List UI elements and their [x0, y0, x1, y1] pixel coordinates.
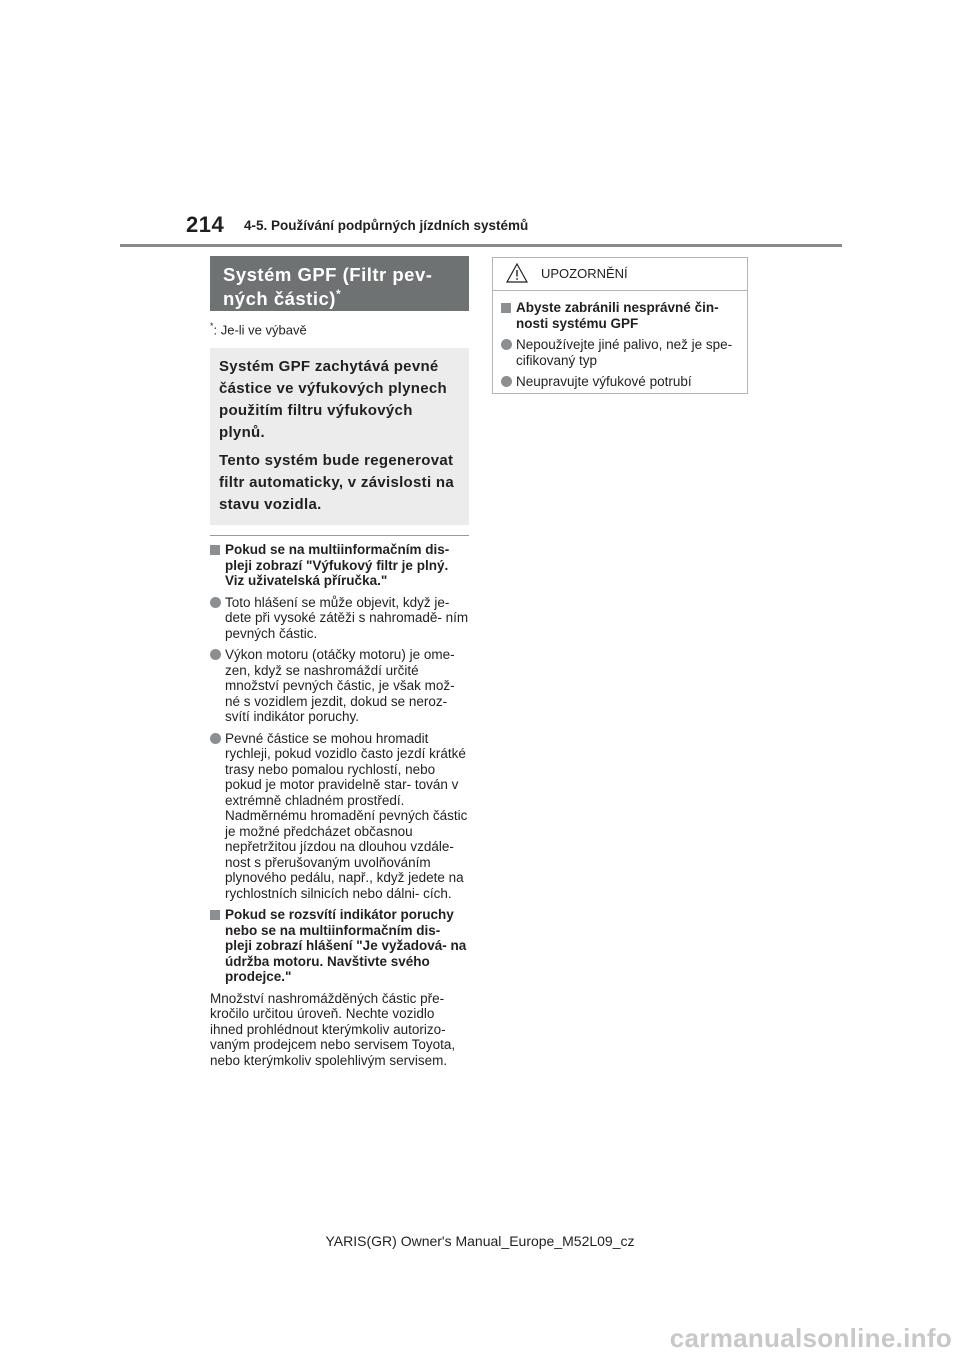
subheading	[210, 542, 469, 589]
footnote-mark: *	[210, 321, 214, 331]
header-rule	[120, 244, 842, 247]
dot-bullet-icon	[501, 339, 512, 350]
lead-paragraph: Systém GPF zachytává pevné částice ve výfukových plynech použitím filtru výfukových plynů.	[219, 358, 447, 442]
list-item	[210, 595, 469, 642]
footnote	[210, 318, 469, 338]
warning-list-item-text: Neupravujte výfukové potrubí	[516, 374, 692, 389]
dot-bullet-icon	[210, 649, 221, 660]
lead-paragraph: Tento systém bude regenerovat filtr automaticky, v závislosti na stavu vozidla.	[219, 452, 454, 514]
warning-subheading	[501, 300, 739, 331]
warning-triangle-icon	[506, 263, 528, 283]
footnote-text: : Je-li ve výbavě	[213, 322, 307, 338]
dot-bullet-icon	[501, 376, 512, 387]
section-title: Systém GPF (Filtr pev- ných částic)	[223, 264, 433, 309]
warning-list-item-text: Nepoužívejte jiné palivo, než je spe- cifikovaný typ	[516, 337, 733, 368]
subheading-text: Pokud se na multiinformačním dis- pleji zobrazí "Výfukový filtr je plný. Viz uživatelská příručka."	[225, 542, 450, 589]
list-item-text: Výkon motoru (otáčky motoru) je ome- zen, když se nashromáždí určité množství pevných částic, je však mož- né s vozidlem jezdit, dokud se neroz- svítí indikátor poruchy.	[225, 647, 455, 725]
lead-box	[210, 348, 469, 525]
dot-bullet-icon	[210, 733, 221, 744]
square-bullet-icon	[210, 910, 220, 920]
list-item-text: Toto hlášení se může objevit, když je- dete při vysoké zátěži s nahromadě- ním pevných částic.	[225, 594, 469, 641]
warning-list-item	[501, 374, 739, 390]
warning-subheading-text: Abyste zabránili nesprávné čin- nosti systému GPF	[516, 300, 719, 331]
page-number: 214	[186, 212, 225, 237]
warning-header	[493, 258, 747, 291]
square-bullet-icon	[210, 545, 220, 555]
warning-list-item	[501, 337, 739, 368]
section-title-mark: *	[335, 286, 342, 301]
section-title-bar	[210, 256, 469, 311]
paragraph: Množství nashromážděných částic pře- kročilo určitou úroveň. Nechte vozidlo ihned prohlédnout kterýmkoliv autorizo- vaným prodejcem nebo servisem Toyota, nebo kterýmkoliv spolehlivým servisem.	[210, 990, 456, 1068]
running-title: 4-5. Používání podpůrných jízdních systémů	[244, 218, 529, 233]
manual-id: YARIS(GR) Owner's Manual_Europe_M52L09_cz	[325, 1233, 635, 1249]
subheading	[210, 907, 469, 985]
dot-bullet-icon	[210, 597, 221, 608]
separator-rule	[210, 535, 469, 536]
body-text	[210, 542, 469, 1068]
list-item	[210, 647, 469, 725]
warning-title: UPOZORNĚNÍ	[541, 266, 628, 281]
footer	[0, 1233, 960, 1249]
main-column	[210, 256, 469, 1068]
subheading-text: Pokud se rozsvítí indikátor poruchy nebo se na multiinformačním dis- pleji zobrazí hlášení "Je vyžadová- na údržba motoru. Navštivte svého prodejce."	[225, 907, 467, 985]
list-item	[210, 731, 469, 902]
watermark: carmanualsonline.info	[669, 1323, 952, 1353]
square-bullet-icon	[501, 303, 511, 313]
list-item-text: Pevné částice se mohou hromadit rychleji, pokud vozidlo často jezdí krátké trasy nebo pomalou rychlostí, nebo pokud je motor pravidelně star- tován v extrémně chladném prostředí. Nadměrnému hromadění pevných částic je možné předcházet občasnou nepřetržitou jízdou na dlouhou vzdále- nost s přerušovaným uvolňováním plynového pedálu, např., když jedete na rychlostních silnicích nebo dálni- cích.	[225, 730, 468, 901]
warning-body	[493, 291, 747, 390]
warning-box	[492, 257, 748, 394]
